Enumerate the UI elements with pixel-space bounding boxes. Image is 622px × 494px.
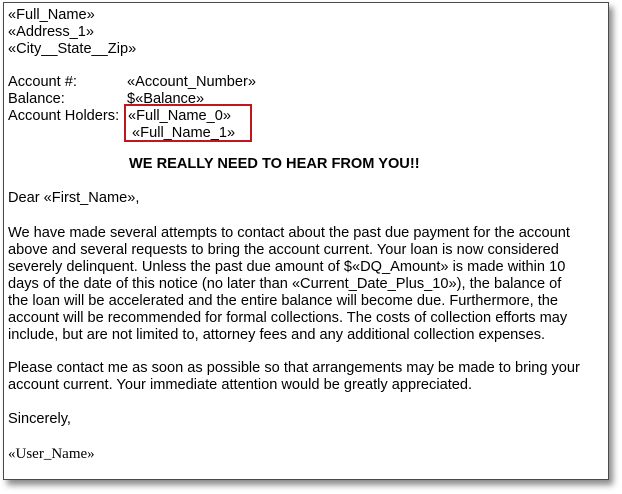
closing: Sincerely, xyxy=(8,411,71,427)
paragraph-line: We have made several attempts to contact about the past due payment for the account xyxy=(8,225,570,241)
account-holder-1: «Full_Name_0» xyxy=(128,108,232,124)
signature-field: «User_Name» xyxy=(8,446,95,462)
letter-document xyxy=(3,2,609,480)
body-paragraph-2 xyxy=(8,360,604,394)
letter-heading: WE REALLY NEED TO HEAR FROM YOU!! xyxy=(129,156,420,172)
paragraph-line: days of the date of this notice (no later than «Current_Date_Plus_10»), the balance of xyxy=(8,276,562,292)
paragraph-line: the loan will be accelerated and the entire balance will become due. Furthermore, the xyxy=(8,293,559,309)
recipient-city-state-zip: «City__State__Zip» xyxy=(8,41,137,57)
balance-label: Balance: xyxy=(8,91,65,107)
body-paragraph-1 xyxy=(8,225,604,344)
paragraph-line: above and several requests to bring the account current. Your loan is now considered xyxy=(8,242,559,258)
paragraph-line: Please contact me as soon as possible so that arrangements may be made to bring your xyxy=(8,360,580,376)
recipient-address: «Address_1» xyxy=(8,24,95,40)
account-holders-label: Account Holders: xyxy=(8,108,120,124)
recipient-name: «Full_Name» xyxy=(8,7,95,23)
account-number-label: Account #: xyxy=(8,74,77,90)
salutation: Dear «First_Name», xyxy=(8,190,140,206)
paragraph-line: account current. Your immediate attention would be greatly appreciated. xyxy=(8,377,473,393)
balance-value: $«Balance» xyxy=(127,91,205,107)
account-holder-2: «Full_Name_1» xyxy=(128,125,236,141)
account-number-value: «Account_Number» xyxy=(127,74,256,90)
account-holders-highlight-box xyxy=(124,104,252,142)
paragraph-line: account will be recommended for formal collections. The costs of collection efforts may xyxy=(8,310,568,326)
paragraph-line: include, but are not limited to, attorney fees and any additional collection expenses. xyxy=(8,327,546,343)
paragraph-line: severely delinquent. Unless the past due amount of $«DQ_Amount» is made within 10 xyxy=(8,259,566,275)
